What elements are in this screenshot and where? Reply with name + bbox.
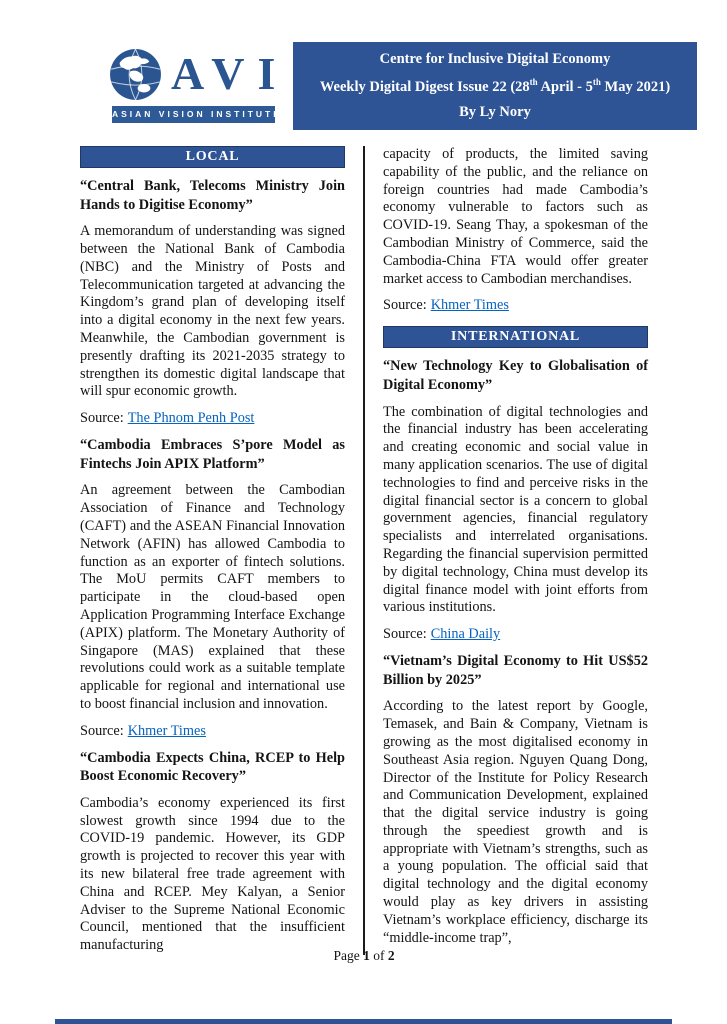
article-body-continuation: capacity of products, the limited saving capability of the public, and the reliance on foreign countries had made Cambodia’s economy vulnerable to factors such as COVID-19. Seang Thay, a spokesman of the Cambodian Ministry of Commerce, said the Cambodia-China FTA would offer greater market access to Cambodian merchandises. xyxy=(383,146,648,287)
source-label: Source: xyxy=(383,626,427,643)
source-label: Source: xyxy=(80,410,124,427)
left-column xyxy=(80,146,345,955)
content-columns xyxy=(80,146,648,955)
logo-banner: ASIAN VISION INSTITUTE xyxy=(112,106,275,123)
source-line xyxy=(383,296,648,314)
article-body: An agreement between the Cambodian Association of Finance and Technology (CAFT) and the ASEAN Financial Innovation Network (AFIN) has allowed Cambodia to function as an exporter of fintech solutions. The MoU permits CAFT members to participate in the cloud-based open Application Programming Interface Exchange (APIX) platform. The Monetary Authority of Singapore (MAS) explained that these revolutions could work as a suitable template applicable for regional and international use to boost financial inclusion and innovation. xyxy=(80,482,345,712)
masthead-line-1: Centre for Inclusive Digital Economy xyxy=(379,50,611,67)
article-title: “Cambodia Expects China, RCEP to Help Boost Economic Recovery” xyxy=(80,749,345,785)
column-divider xyxy=(363,146,365,955)
logo-acronym: AVI xyxy=(171,48,289,99)
right-column xyxy=(383,146,648,955)
source-link[interactable]: Khmer Times xyxy=(127,722,206,739)
source-link[interactable]: China Daily xyxy=(430,626,501,643)
section-header-local: LOCAL xyxy=(80,146,345,168)
total-pages: 2 xyxy=(387,948,395,963)
page-number: 1 xyxy=(363,948,370,963)
masthead-line-3: By Ly Nory xyxy=(459,104,531,121)
source-label: Source: xyxy=(80,722,124,739)
globe-icon xyxy=(109,48,162,101)
article-title: “New Technology Key to Globalisation of Digital Economy” xyxy=(383,358,648,393)
source-label: Source: xyxy=(383,297,427,314)
article-body: According to the latest report by Google, Temasek, and Bain & Company, Vietnam is growing as the most digitalised economy in Southeast Asia region. Nguyen Quang Dong, Director of the Institute for Policy Research and Communication Development, explained that the digital service industry is going through the speediest growth and is appropriate with Vietnam’s strengths, such as a young population. The official said that digital technology and the digital economy would play as key drivers in assisting Vietnam’s workplace efficiency, discharge its “middle-income trap”, xyxy=(383,698,648,946)
section-header-international: INTERNATIONAL xyxy=(383,326,648,348)
masthead-line-2: Weekly Digital Digest Issue 22 (28th April - 5th May 2021) xyxy=(319,76,671,95)
page-prefix: Page xyxy=(333,948,360,963)
article-title: “Cambodia Embraces S’pore Model as Fintechs Join APIX Platform” xyxy=(80,437,345,472)
masthead xyxy=(293,42,697,130)
article-title: “Central Bank, Telecoms Ministry Join Hands to Digitise Economy” xyxy=(80,178,345,213)
source-line xyxy=(80,722,345,740)
article-title: “Vietnam’s Digital Economy to Hit US$52 Billion by 2025” xyxy=(383,653,648,688)
page-footer xyxy=(80,948,648,964)
source-link[interactable]: The Phnom Penh Post xyxy=(127,410,255,427)
source-line xyxy=(80,409,345,427)
article-body: The combination of digital technologies and the financial industry has been accelerating and creating economic and social value in many application scenarios. The use of digital technologies to find and perceive risks in the digital financial sector is a concern to global government agencies, financial regulatory specialists and interrelated organisations. Regarding the financial supervision permitted by digital technology, China must develop its digital finance model with joint efforts from various institutions. xyxy=(383,403,648,616)
source-line xyxy=(383,625,648,643)
source-link[interactable]: Khmer Times xyxy=(430,297,509,314)
footer-bar xyxy=(55,1019,672,1024)
of-text: of xyxy=(373,948,385,963)
article-body: Cambodia’s economy experienced its first slowest growth since 1994 due to the COVID-19 pandemic. However, its GDP growth is projected to recover this year with its new bilateral free trade agreement with China and RCEP. Mey Kalyan, a Senior Adviser to the Supreme National Economic Council, mentioned that the insufficient manufacturing xyxy=(80,794,345,954)
article-body: A memorandum of understanding was signed between the National Bank of Cambodia (NBC) and the Ministry of Posts and Telecommunication targeted at advancing the Kingdom’s grand plan of developing itself into a digital economy in the next few years. Meanwhile, the Cambodian government is presently drafting its 2021-2035 strategy to strengthen its domestic digital landscape that will spur economic growth. xyxy=(80,223,345,400)
